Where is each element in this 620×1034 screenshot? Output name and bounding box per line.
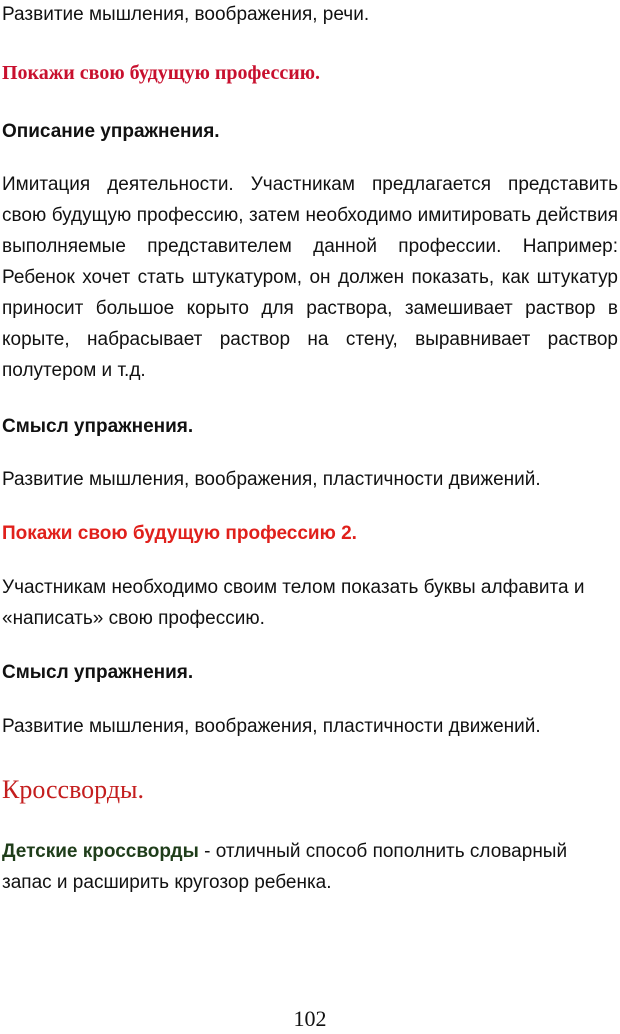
crosswords-lead-text: - отличный способ пополнить словарный запас и расширить кругозор ребенка. [2,841,568,893]
exercise-1-meaning: Развитие мышления, воображения, пластичности движений. [2,469,541,490]
crosswords-section-title: Кроссворды. [2,775,145,804]
exercise-2-meaning-heading: Смысл упражнения. [2,662,194,683]
exercise-2-title: Покажи свою будущую профессию 2. [2,523,357,544]
crosswords-paragraph [2,836,618,898]
exercise-1-title: Покажи свою будущую профессию. [2,62,321,84]
exercise-1-description-heading: Описание упражнения. [2,121,220,142]
page-number: 102 [293,1006,327,1031]
crosswords-lead-bold: Детские кроссворды [2,841,199,862]
intro-line: Развитие мышления, воображения, речи. [2,4,370,25]
exercise-1-meaning-heading: Смысл упражнения. [2,416,194,437]
exercise-2-meaning: Развитие мышления, воображения, пластичности движений. [2,716,541,737]
exercise-2-description: Участникам необходимо своим телом показать буквы алфавита и «написать» свою профессию. [2,577,585,629]
exercise-1-description: Имитация деятельности. Участникам предлагается представить свою будущую профессию, затем необходимо имитировать действия выполняемые представителем данной профессии. Например: Ребенок хочет стать штукатуром, он должен показать, как штукатур приносит большое корыто для раствора, замешивает раствор в корыте, набрасывает раствор на стену, выравнивает раствор полутером и т.д. [2,174,618,381]
